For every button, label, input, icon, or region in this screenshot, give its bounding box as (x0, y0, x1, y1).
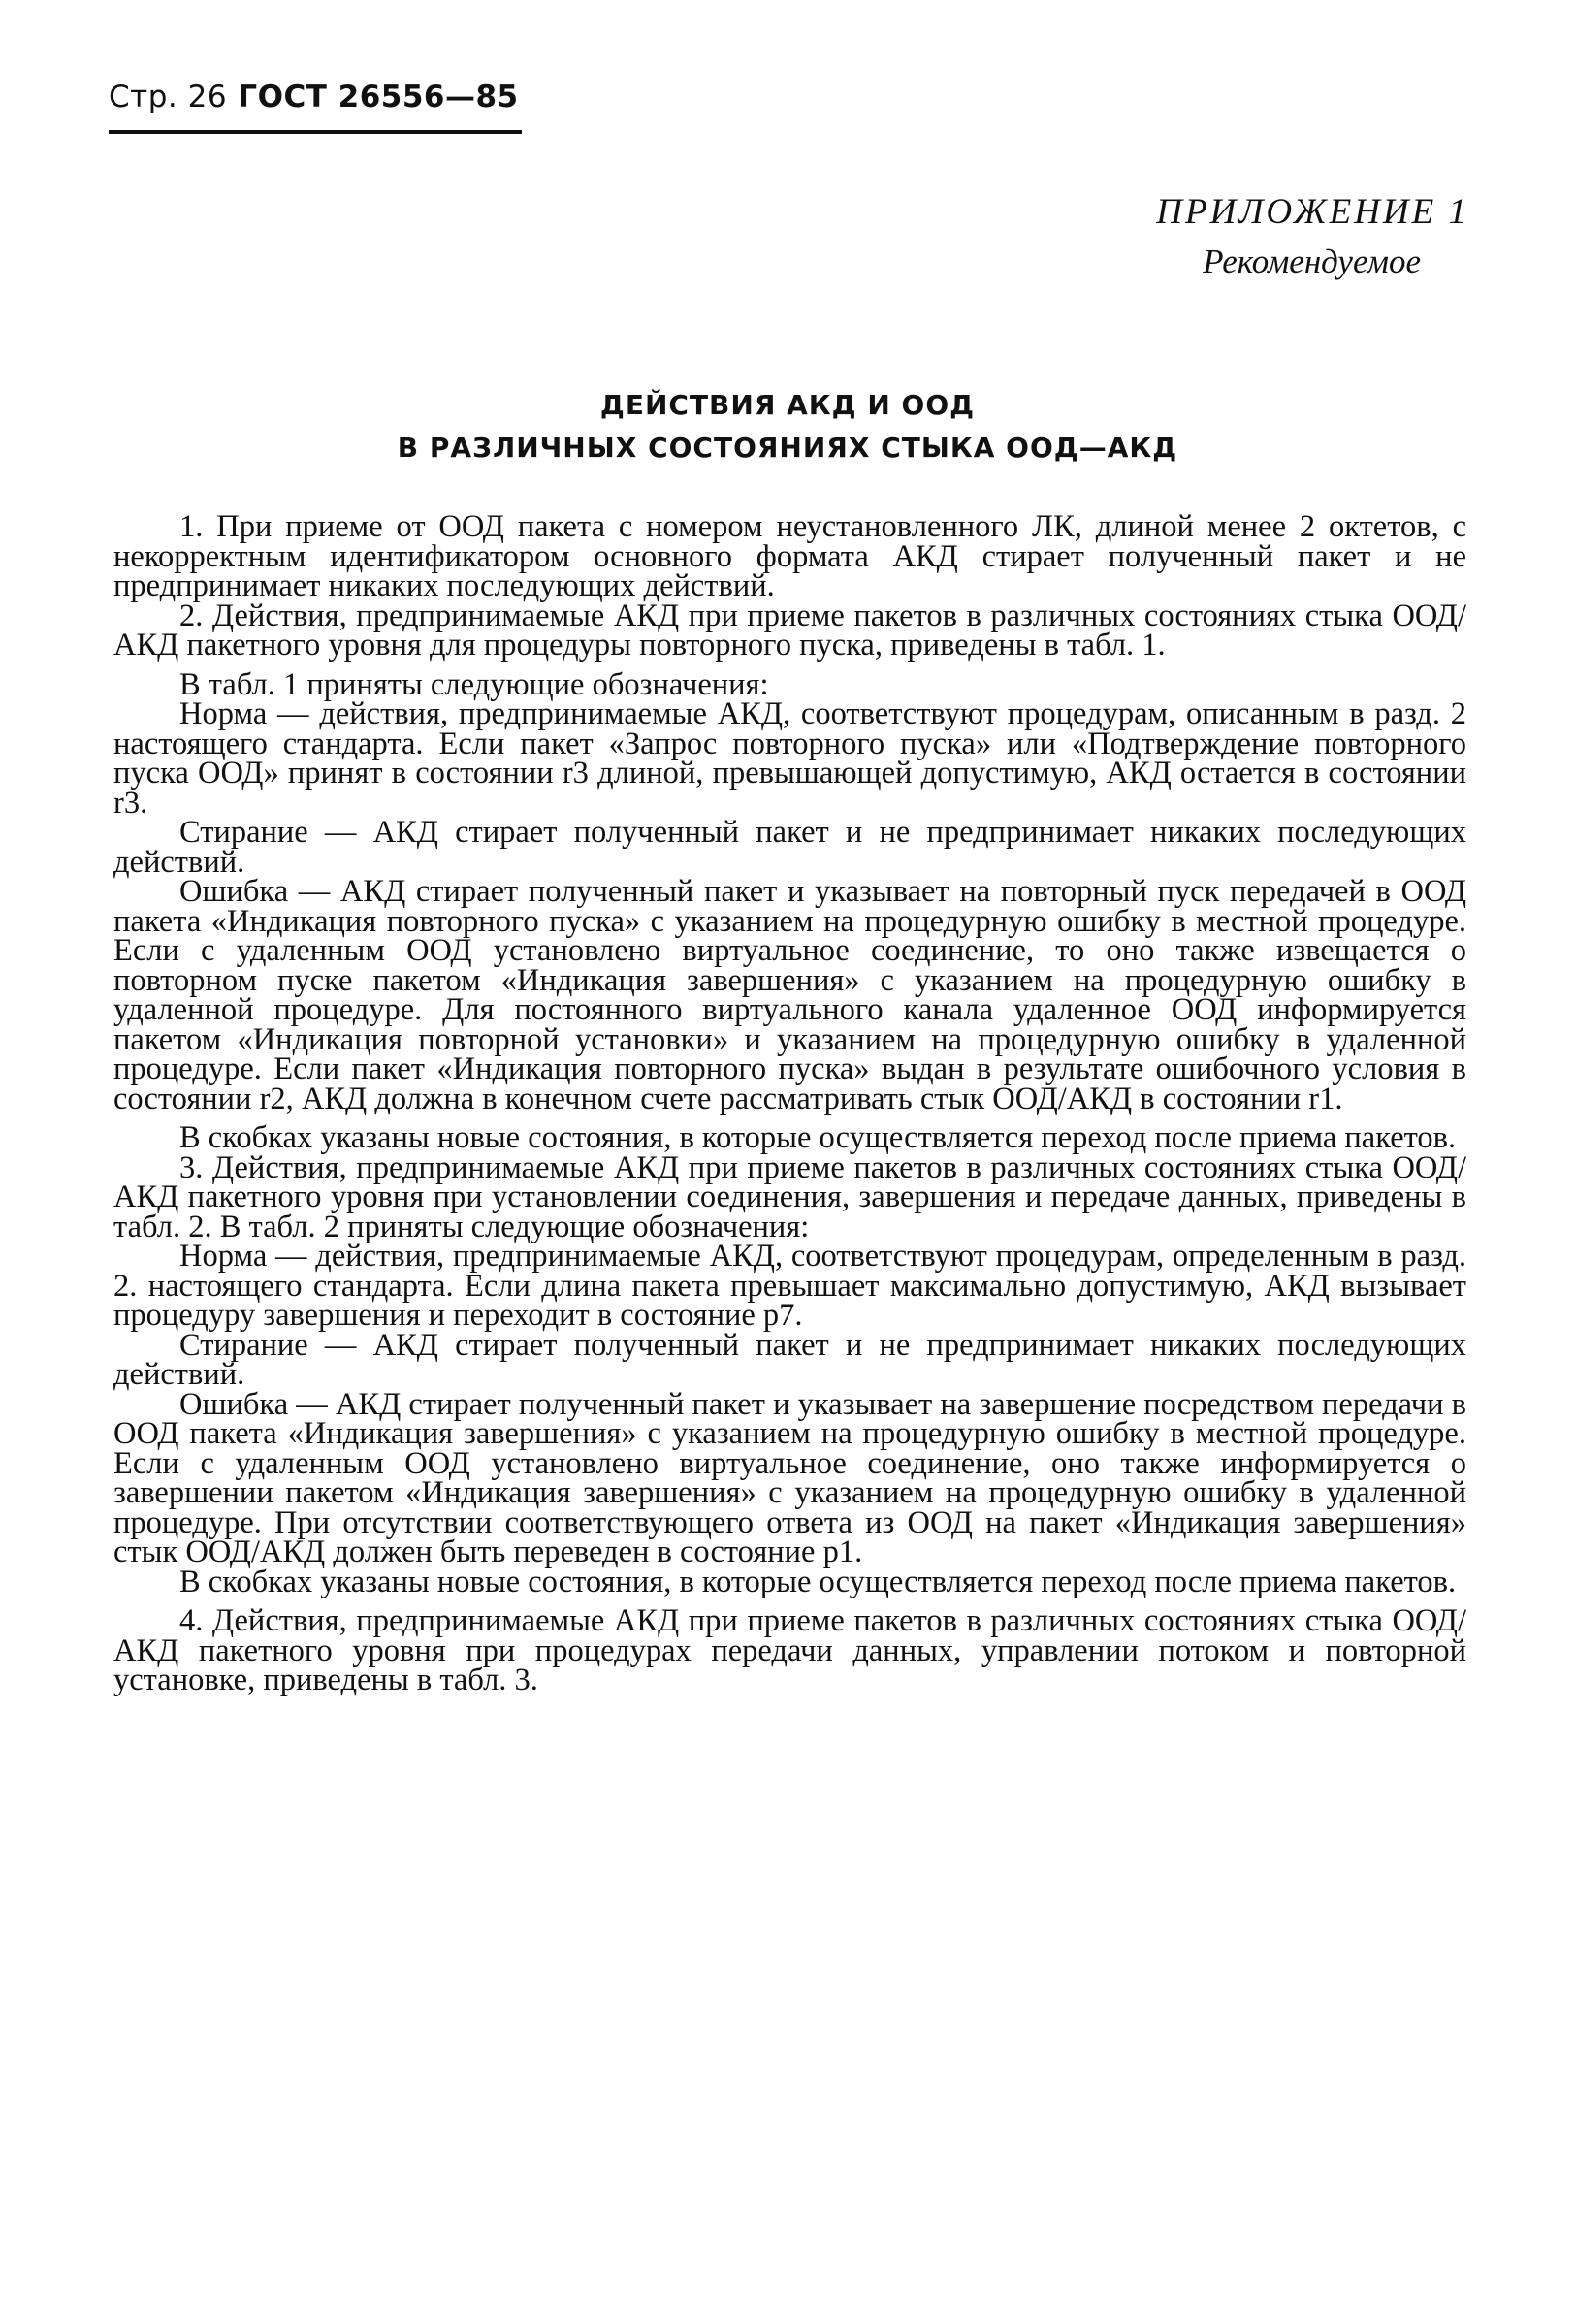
paragraph: 2. Действия, предпринимаемые АКД при приеме пакетов в различных состояниях стыка ООД/АКД пакетного уровня для процедуры повторного пуска, приведены в табл. 1. (113, 597, 1466, 662)
paragraph: Стирание — АКД стирает полученный пакет и не предпринимает никаких последующих действий. (113, 815, 1466, 880)
paragraph: 4. Действия, предпринимаемые АКД при приеме пакетов в различных состояниях стыка ООД/АКД пакетного уровня при процедурах передачи данных, управлении потоком и повторной установке, приведены в табл. 3. (113, 1603, 1466, 1697)
title-line-1: ДЕЙСТВИЯ АКД И ООД (599, 389, 976, 421)
page-number: Стр. 26 (109, 80, 228, 114)
paragraph: В табл. 1 приняты следующие обозначения: (179, 666, 769, 702)
paragraph: В скобках указаны новые состояния, в которые осуществляется переход после приема пакетов. (179, 1120, 1457, 1155)
body-text (113, 509, 1466, 1697)
paragraph: 1. При приеме от ООД пакета с номером неустановленного ЛК, длиной менее 2 октетов, с некорректным идентификатором основного формата АКД стирает полученный пакет и не предпринимает никаких последующих действий. (113, 509, 1466, 603)
header-rule (109, 130, 522, 134)
paragraph: Стирание — АКД стирает полученный пакет и не предпринимает никаких последующих действий. (113, 1327, 1466, 1392)
paragraph: Норма — действия, предпринимаемые АКД, соответствуют процедурам, описанным в разд. 2 настоящего стандарта. Если пакет «Запрос повторного пуска» или «Подтверждение повторного пуска ООД» принят в состоянии r3 длиной, превышающей допустимую, АКД остается в состоянии r3. (113, 696, 1466, 821)
page-header (109, 80, 519, 114)
paragraph: Норма — действия, предпринимаемые АКД, соответствуют процедурам, определенным в разд. 2. настоящего стандарта. Если длина пакета превышает максимально допустимую, АКД вызывает процедуру завершения и переходит в состояние p7. (113, 1239, 1466, 1333)
paragraph: В скобках указаны новые состояния, в которые осуществляется переход после приема пакетов. (179, 1564, 1457, 1599)
appendix-status: Рекомендуемое (1203, 242, 1421, 280)
paragraph: Ошибка — АКД стирает полученный пакет и указывает на завершение посредством передачи в ООД пакета «Индикация завершения» с указанием на процедурную ошибку в местной процедуре. Если с удаленным ООД установлено виртуальное соединение, оно также информируется о завершении пакетом «Индикация завершения» с указанием на процедурную ошибку в удаленной процедуре. При отсутствии соответствующего ответа из ООД на пакет «Индикация завершения» стык ООД/АКД должен быть переведен в состояние p1. (113, 1386, 1466, 1569)
section-title (109, 384, 1466, 469)
paragraph: 3. Действия, предпринимаемые АКД при приеме пакетов в различных состояниях стыка ООД/АКД пакетного уровня при установлении соединения, завершения и передаче данных, приведены в табл. 2. В табл. 2 приняты следующие обозначения: (113, 1149, 1466, 1244)
standard-number: ГОСТ 26556—85 (238, 80, 519, 114)
title-line-2: В РАЗЛИЧНЫХ СОСТОЯНИЯХ СТЫКА ООД—АКД (397, 432, 1178, 464)
appendix-label: ПРИЛОЖЕНИЕ 1 (1156, 192, 1469, 232)
paragraph: Ошибка — АКД стирает полученный пакет и указывает на повторный пуск передачей в ООД пакета «Индикация повторного пуска» с указанием на процедурную ошибку в местной процедуре. Если с удаленным ООД установлено виртуальное соединение, то оно также извещается о повторном пуске пакетом «Индикация завершения» с указанием на процедурную ошибку в удаленной процедуре. Для постоянного виртуального канала удаленное ООД информируется пакетом «Индикация повторной установки» и указанием на процедурную ошибку в удаленной процедуре. Если пакет «Индикация повторного пуска» выдан в результате ошибочного условия в состоянии r2, АКД должна в конечном счете рассматривать стык ООД/АКД в состоянии r1. (113, 874, 1466, 1116)
